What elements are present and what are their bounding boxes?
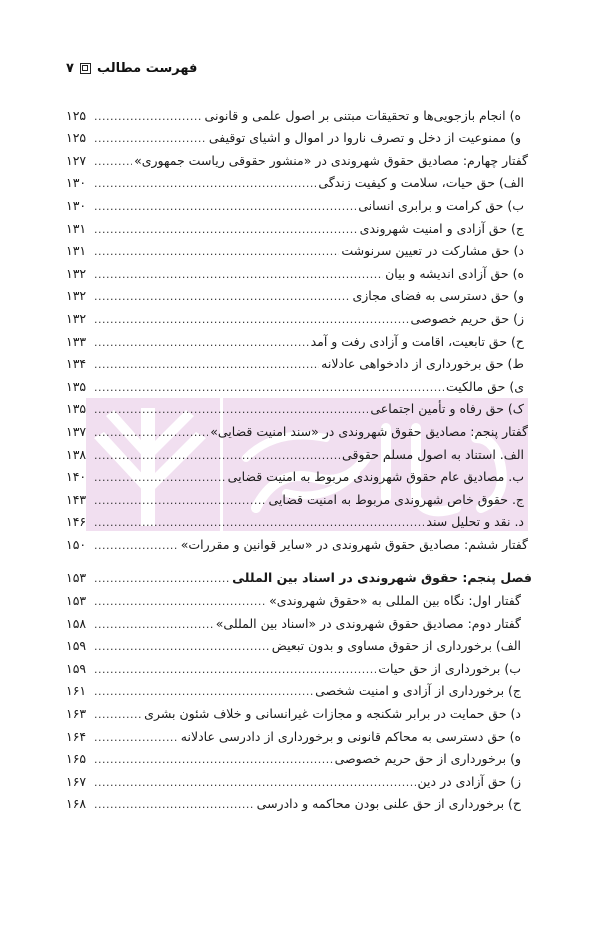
toc-entry-page: ۱۶۱	[66, 683, 87, 699]
dot-leader	[94, 776, 416, 789]
toc-entry[interactable]	[66, 303, 532, 326]
toc-entry[interactable]	[66, 416, 532, 439]
toc-entry-title: ه) حق آزادی اندیشه و بیان	[385, 265, 524, 281]
dot-leader	[94, 516, 424, 529]
dot-leader	[94, 731, 179, 744]
toc-entry-title: ط) حق برخورداری از دادخواهی عادلانه	[321, 356, 524, 372]
toc-entry-title: ی) حق مالکیت	[445, 378, 524, 394]
toc-entry[interactable]	[66, 258, 532, 281]
toc-entry-page: ۱۳۱	[66, 243, 87, 259]
toc-entry-page: ۱۳۰	[66, 197, 87, 213]
dot-leader	[94, 494, 267, 507]
toc-entry-page: ۱۴۰	[66, 469, 87, 485]
dot-leader	[94, 381, 444, 394]
dot-leader	[94, 595, 267, 608]
dot-leader	[94, 155, 132, 168]
toc-entry-page: ۱۵۳	[66, 570, 87, 586]
toc-entry[interactable]	[66, 721, 532, 744]
toc-entry-page: ۱۳۰	[66, 175, 87, 191]
toc-entry-page: ۱۳۲	[66, 288, 87, 304]
dot-leader	[94, 449, 340, 462]
toc-entry-title: ز) حق حریم خصوصی	[410, 310, 524, 326]
header-title: فهرست مطالب	[96, 60, 198, 76]
dot-leader	[94, 663, 376, 676]
toc-entry[interactable]	[66, 190, 532, 213]
toc-entry[interactable]	[66, 462, 532, 485]
toc-entry-title: و) برخورداری از حق حریم خصوصی	[334, 751, 521, 767]
toc-entry[interactable]	[66, 698, 532, 721]
dot-leader	[94, 685, 313, 698]
toc-entry[interactable]	[66, 100, 532, 123]
dot-leader	[94, 268, 383, 281]
toc-entry[interactable]	[66, 236, 532, 259]
toc-entry[interactable]	[66, 281, 532, 304]
toc-entry-page: ۱۳۵	[66, 378, 87, 394]
toc-entry-title: و) ممنوعیت از دخل و تصرف ناروا در اموال و اشیای توقیفی	[208, 130, 521, 146]
dot-leader	[94, 290, 350, 303]
toc-entry-title: ب. مصادیق عام حقوق شهروندی مربوط به امنیت قضایی	[227, 469, 524, 485]
toc-entry-page: ۱۵۹	[66, 660, 87, 676]
toc-entry-page: ۱۵۸	[66, 615, 87, 631]
toc-entry-title: ب) حق کرامت و برابری انسانی	[358, 197, 524, 213]
toc-entry-page: ۱۳۱	[66, 220, 87, 236]
square-ornament-icon	[80, 63, 91, 74]
toc-entry[interactable]	[66, 484, 532, 507]
toc-entry-title: د. نقد و تحلیل سند	[426, 514, 524, 530]
dot-leader	[94, 708, 142, 721]
toc-entry[interactable]	[66, 123, 532, 146]
dot-leader	[94, 358, 319, 371]
toc-entry-title: گفتار چهارم: مصادیق حقوق شهروندی در «منشور حقوقی ریاست جمهوری»	[134, 152, 528, 168]
toc-entry-page: ۱۳۲	[66, 310, 87, 326]
toc-entry[interactable]	[66, 744, 532, 767]
toc-entry-title: فصل پنجم: حقوق شهروندی در اسناد بین المللی	[232, 570, 532, 586]
toc-entry[interactable]	[66, 676, 532, 699]
toc-entry-page: ۱۶۳	[66, 706, 87, 722]
toc-entry-page: ۱۳۵	[66, 401, 87, 417]
toc-entry[interactable]	[66, 394, 532, 417]
toc-entry[interactable]	[66, 585, 532, 608]
toc-entry[interactable]	[66, 349, 532, 372]
toc-entry[interactable]	[66, 608, 532, 631]
toc-entry-title: ح) برخورداری از حق علنی بودن محاکمه و دادرسی	[256, 796, 521, 812]
toc-entry-title: د) حق مشارکت در تعیین سرنوشت	[341, 243, 524, 259]
dot-leader	[94, 798, 255, 811]
toc-entry-title: ه) انجام بازجویی‌ها و تحقیقات مبتنی بر اصول علمی و قانونی	[204, 107, 521, 123]
header-page-number: ۷	[66, 60, 74, 76]
dot-leader	[94, 177, 316, 190]
toc-entry[interactable]	[66, 168, 532, 191]
toc-entry-page: ۱۲۵	[66, 130, 87, 146]
toc-entry-title: ج) حق آزادی و امنیت شهروندی	[359, 220, 524, 236]
toc-entry-title: گفتار پنجم: مصادیق حقوق شهروندی در «سند امنیت قضایی»	[210, 423, 528, 439]
toc-entry-page: ۱۶۸	[66, 796, 87, 812]
toc-entry-page: ۱۵۳	[66, 593, 87, 609]
toc-entry-title: ز) حق آزادی در دین	[417, 773, 521, 789]
toc-entry-page: ۱۵۰	[66, 536, 87, 552]
toc-entry-title: ج. حقوق خاص شهروندی مربوط به امنیت قضایی	[268, 491, 524, 507]
toc-entry-title: ب) برخورداری از حق حیات	[378, 660, 521, 676]
toc-entry-title: و) حق دسترسی به فضای مجازی	[352, 288, 524, 304]
dot-leader	[94, 200, 356, 213]
dot-leader	[94, 618, 214, 631]
toc-entry[interactable]	[66, 439, 532, 462]
toc-entry-page: ۱۶۵	[66, 751, 87, 767]
toc-entry-title: ج) برخورداری از آزادی و امنیت شخصی	[315, 683, 521, 699]
toc-entry[interactable]	[66, 213, 532, 236]
toc-entry-title: گفتار اول: نگاه بین المللی به «حقوق شهروندی»	[269, 593, 521, 609]
toc-entry-page: ۱۳۳	[66, 333, 87, 349]
toc-entry-page: ۱۶۴	[66, 728, 87, 744]
toc-entry-page: ۱۳۸	[66, 446, 87, 462]
dot-leader	[94, 539, 179, 552]
toc-entry-title: د) حق حمایت در برابر شکنجه و مجازات غیرانسانی و خلاف شئون بشری	[144, 706, 521, 722]
toc-entry-title: الف) برخورداری از حقوق مساوی و بدون تبعیض	[271, 638, 521, 654]
dot-leader	[94, 336, 309, 349]
running-header	[66, 56, 197, 80]
dot-leader	[94, 245, 339, 258]
toc-chapter-entry[interactable]	[66, 563, 532, 586]
toc-entry-title: گفتار ششم: مصادیق حقوق شهروندی در «سایر قوانین و مقررات»	[180, 536, 528, 552]
dot-leader	[94, 471, 226, 484]
dot-leader	[94, 572, 230, 585]
toc-entry[interactable]	[66, 789, 532, 812]
dot-leader	[94, 426, 208, 439]
toc-entry[interactable]	[66, 529, 532, 552]
dot-leader	[94, 753, 333, 766]
toc-entry-title: الف) حق حیات، سلامت و کیفیت زندگی	[318, 175, 524, 191]
toc-entry-title: ه) حق دسترسی به محاکم قانونی و برخورداری از دادرسی عادلانه	[180, 728, 521, 744]
toc-entry-title: ک) حق رفاه و تأمین اجتماعی	[370, 401, 524, 417]
table-of-contents	[66, 100, 532, 811]
toc-entry-page: ۱۶۷	[66, 773, 87, 789]
dot-leader	[94, 313, 409, 326]
dot-leader	[94, 223, 358, 236]
toc-entry-title: الف. استناد به اصول مسلم حقوقی	[342, 446, 524, 462]
toc-entry-title: گفتار دوم: مصادیق حقوق شهروندی در «اسناد بین المللی»	[215, 615, 521, 631]
toc-entry-page: ۱۴۳	[66, 491, 87, 507]
toc-entry[interactable]	[66, 766, 532, 789]
toc-entry[interactable]	[66, 631, 532, 654]
dot-leader	[94, 110, 203, 123]
dot-leader	[94, 640, 270, 653]
toc-entry[interactable]	[66, 507, 532, 530]
section-gap	[66, 552, 532, 563]
toc-entry[interactable]	[66, 145, 532, 168]
toc-entry[interactable]	[66, 326, 532, 349]
toc-entry-title: ح) حق تابعیت، اقامت و آزادی رفت و آمد	[310, 333, 524, 349]
toc-entry-page: ۱۵۹	[66, 638, 87, 654]
toc-entry-page: ۱۳۴	[66, 356, 87, 372]
toc-entry[interactable]	[66, 653, 532, 676]
dot-leader	[94, 403, 368, 416]
dot-leader	[94, 132, 207, 145]
toc-entry-page: ۱۲۷	[66, 152, 87, 168]
toc-entry-page: ۱۳۲	[66, 265, 87, 281]
toc-entry-page: ۱۴۶	[66, 514, 87, 530]
toc-entry-page: ۱۳۷	[66, 423, 87, 439]
toc-entry[interactable]	[66, 371, 532, 394]
toc-entry-page: ۱۲۵	[66, 107, 87, 123]
